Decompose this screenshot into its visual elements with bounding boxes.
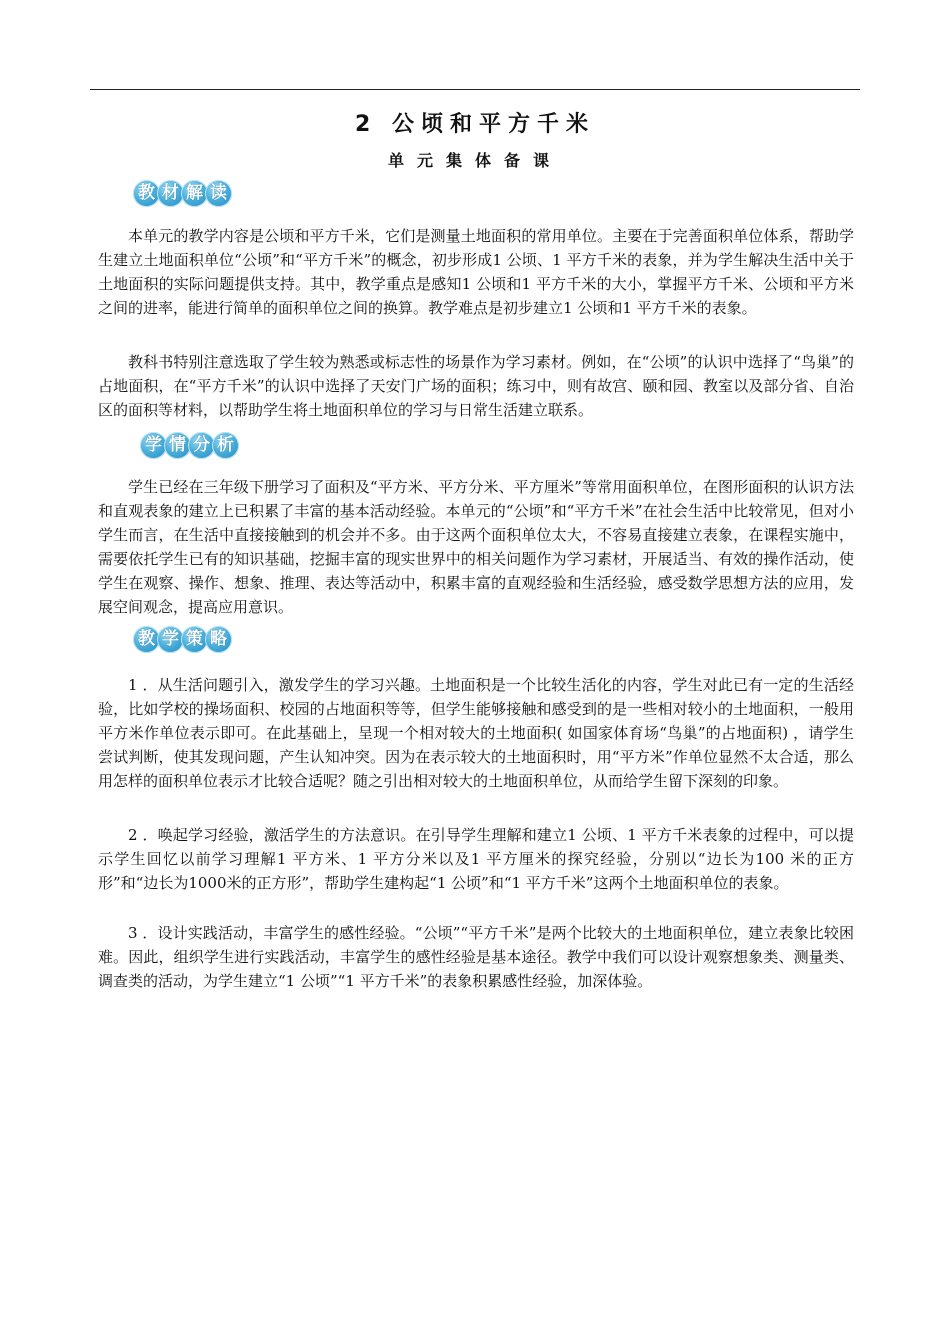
paragraph: 本单元的教学内容是公顷和平方千米，它们是测量土地面积的常用单位。主要在于完善面积单位体系，帮助学生建立土地面积单位“公顷”和“平方千米”的概念，初步形成1 公顷、1 平方千米的表象，并为学生解决生活中关于土地面积的实际问题提供支持。其中，教学重点是感知1 公顷和1 平方千米的大小，掌握平方千米、公顷和平方米之间的进率，能进行简单的面积单位之间的换算。教学难点是初步建立1 公顷和1 平方千米的表象。 [98, 227, 854, 317]
badge-char: 学 [157, 626, 184, 653]
badge-char: 解 [181, 180, 208, 207]
badge-char: 分 [188, 432, 215, 459]
page-subtitle: 单元集体备课 [387, 151, 562, 170]
paragraph: 1 ．从生活问题引入，激发学生的学习兴趣。土地面积是一个比较生活化的内容，学生对此已有一定的生活经验，比如学校的操场面积、校园的占地面积等等，但学生能够接触和感受到的是一些相对较小的土地面积，一般用平方米作单位表示即可。在此基础上，呈现一个相对较大的土地面积( 如国家体育场“鸟巢”的占地面积) ，请学生尝试判断，使其发现问题，产生认知冲突。因为在表示较大的土地面积时，用“平方米”作单位显然不太合适，那么用怎样的面积单位表示才比较合适呢？随之引出相对较大的土地面积单位，从而给学生留下深刻的印象。 [98, 676, 854, 790]
paragraph: 学生已经在三年级下册学习了面积及“平方米、平方分米、平方厘米”等常用面积单位，在图形面积的认识方法和直观表象的建立上已积累了丰富的基本活动经验。本单元的“公顷”和“平方千米”在社会生活中比较常见，但对小学生而言，在生活中直接接触到的机会并不多。由于这两个面积单位太大，不容易直接建立表象，在课程实施中，需要依托学生已有的知识基础，挖掘丰富的现实世界中的相关问题作为学习素材，开展适当、有效的操作活动，使学生在观察、操作、想象、推理、表达等活动中，积累丰富的直观经验和生活经验，感受数学思想方法的应用，发展空间观念，提高应用意识。 [98, 478, 854, 616]
section-badge-learner-analysis [140, 428, 236, 462]
paragraph: 2 ．唤起学习经验，激活学生的方法意识。在引导学生理解和建立1 公顷、1 平方千米表象的过程中，可以提示学生回忆以前学习理解1 平方米、1 平方分米以及1 平方厘米的探究经验，分别以“边长为100 米的正方形”和“边长为1000米的正方形”，帮助学生建构起“1 公顷”和“1 平方千米”这两个土地面积单位的表象。 [98, 826, 854, 892]
paragraph: 教科书特别注意选取了学生较为熟悉或标志性的场景作为学习素材。例如，在“公顷”的认识中选择了“鸟巢”的占地面积，在“平方千米”的认识中选择了天安门广场的面积；练习中，则有故宫、颐和园、教室以及部分省、自治区的面积等材料，以帮助学生将土地面积单位的学习与日常生活建立联系。 [98, 353, 854, 419]
paragraph: 3 ．设计实践活动，丰富学生的感性经验。“公顷”“平方千米”是两个比较大的土地面积单位，建立表象比较困难。因此，组织学生进行实践活动，丰富学生的感性经验是基本途径。教学中我们可以设计观察想象类、测量类、调查类的活动，为学生建立“1 公顷”“1 平方千米”的表象积累感性经验，加深体验。 [98, 924, 854, 990]
section-badge-textbook-reading [133, 176, 229, 210]
badge-char: 教 [133, 626, 160, 653]
badge-char: 略 [205, 626, 232, 653]
badge-char: 读 [205, 180, 232, 207]
top-divider [90, 89, 860, 90]
badge-char: 材 [157, 180, 184, 207]
badge-char: 学 [140, 432, 167, 459]
badge-char: 策 [181, 626, 208, 653]
badge-char: 情 [164, 432, 191, 459]
badge-char: 析 [212, 432, 239, 459]
badge-char: 教 [133, 180, 160, 207]
section-badge-teaching-strategy [133, 622, 229, 656]
page-title: 2 公顷和平方千米 [355, 112, 595, 137]
